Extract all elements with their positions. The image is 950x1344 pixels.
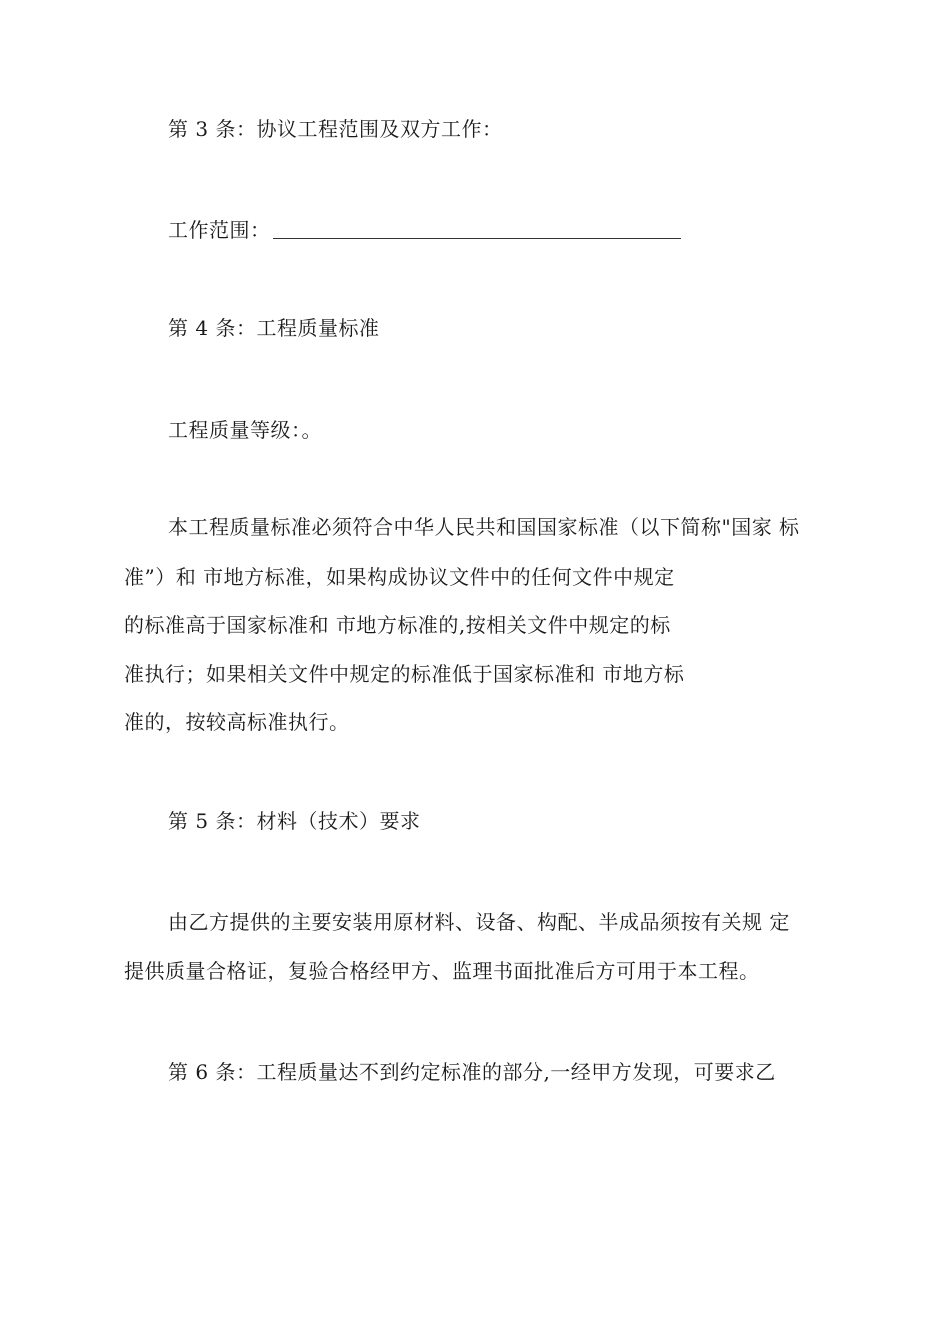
work-scope-blank-line xyxy=(273,220,681,239)
article-5-heading: 第 5 条：材料（技术）要求 xyxy=(168,809,421,833)
article-4-paragraph-line-5: 准的，按较高标准执行。 xyxy=(124,710,350,734)
work-scope-label: 工作范围： xyxy=(168,218,271,242)
article-4-paragraph-line-2: 准”）和 市地方标准，如果构成协议文件中的任何文件中规定 xyxy=(124,565,675,589)
article-4-paragraph-line-4: 准执行；如果相关文件中规定的标准低于国家标准和 市地方标 xyxy=(124,662,685,686)
work-scope-row xyxy=(168,218,681,242)
article-5-paragraph-line-2: 提供质量合格证，复验合格经甲方、监理书面批准后方可用于本工程。 xyxy=(124,959,760,983)
article-5-paragraph-line-1: 由乙方提供的主要安装用原材料、设备、构配、半成品须按有关规 定 xyxy=(168,910,790,934)
article-4-paragraph-line-1: 本工程质量标准必须符合中华人民共和国国家标准（以下简称"国家 标 xyxy=(168,515,800,539)
article-4-heading: 第 4 条：工程质量标准 xyxy=(168,316,380,340)
article-4-paragraph-line-3: 的标准高于国家标准和 市地方标准的,按相关文件中规定的标 xyxy=(124,613,671,637)
article-3-heading: 第 3 条：协议工程范围及双方工作： xyxy=(168,117,503,141)
article-6-heading: 第 6 条：工程质量达不到约定标准的部分,一经甲方发现，可要求乙 xyxy=(168,1060,776,1084)
quality-grade-line: 工程质量等级：。 xyxy=(168,418,322,442)
